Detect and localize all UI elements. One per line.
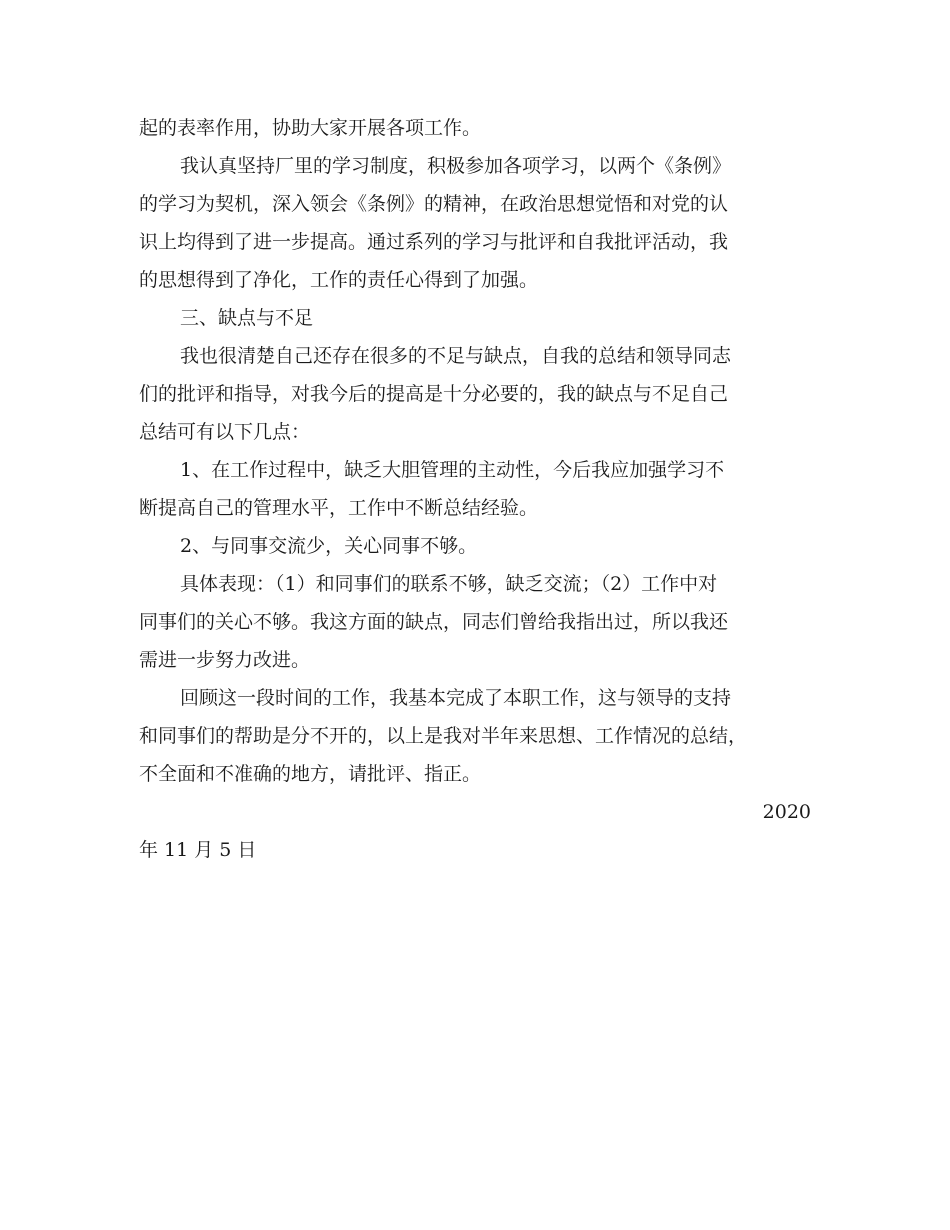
paragraph-line: 我也很清楚自己还存在很多的不足与缺点，自我的总结和领导同志 — [180, 345, 732, 367]
section-heading: 三、缺点与不足 — [180, 307, 314, 329]
paragraph-line: 同事们的关心不够。我这方面的缺点，同志们曾给我指出过，所以我还 — [139, 611, 729, 633]
paragraph-line: 和同事们的帮助是分不开的，以上是我对半年来思想、工作情况的总结， — [139, 725, 748, 747]
paragraph-line: 我认真坚持厂里的学习制度，积极参加各项学习，以两个《条例》 — [180, 155, 732, 177]
list-item-line: 2、与同事交流少，关心同事不够。 — [180, 535, 478, 557]
paragraph-line: 识上均得到了进一步提高。通过系列的学习与批评和自我批评活动，我 — [139, 231, 729, 253]
list-item-line: 1、在工作过程中，缺乏大胆管理的主动性，今后我应加强学习不 — [180, 459, 725, 481]
paragraph-line: 具体表现：（1）和同事们的联系不够，缺乏交流；（2）工作中对 — [180, 573, 718, 595]
date-month-day: 年 11 月 5 日 — [139, 839, 257, 861]
paragraph-line: 总结可有以下几点： — [139, 421, 311, 443]
paragraph-line: 需进一步努力改进。 — [139, 649, 311, 671]
date-year: 2020 — [762, 801, 811, 823]
paragraph-line: 的思想得到了净化，工作的责任心得到了加强。 — [139, 269, 539, 291]
list-item-line: 断提高自己的管理水平，工作中不断总结经验。 — [139, 497, 539, 519]
paragraph-line: 的学习为契机，深入领会《条例》的精神，在政治思想觉悟和对党的认 — [139, 193, 729, 215]
paragraph-line: 不全面和不准确的地方，请批评、指正。 — [139, 763, 482, 785]
paragraph-line: 起的表率作用，协助大家开展各项工作。 — [139, 117, 482, 139]
paragraph-line: 回顾这一段时间的工作，我基本完成了本职工作，这与领导的支持 — [180, 687, 732, 709]
paragraph-line: 们的批评和指导，对我今后的提高是十分必要的，我的缺点与不足自己 — [139, 383, 729, 405]
